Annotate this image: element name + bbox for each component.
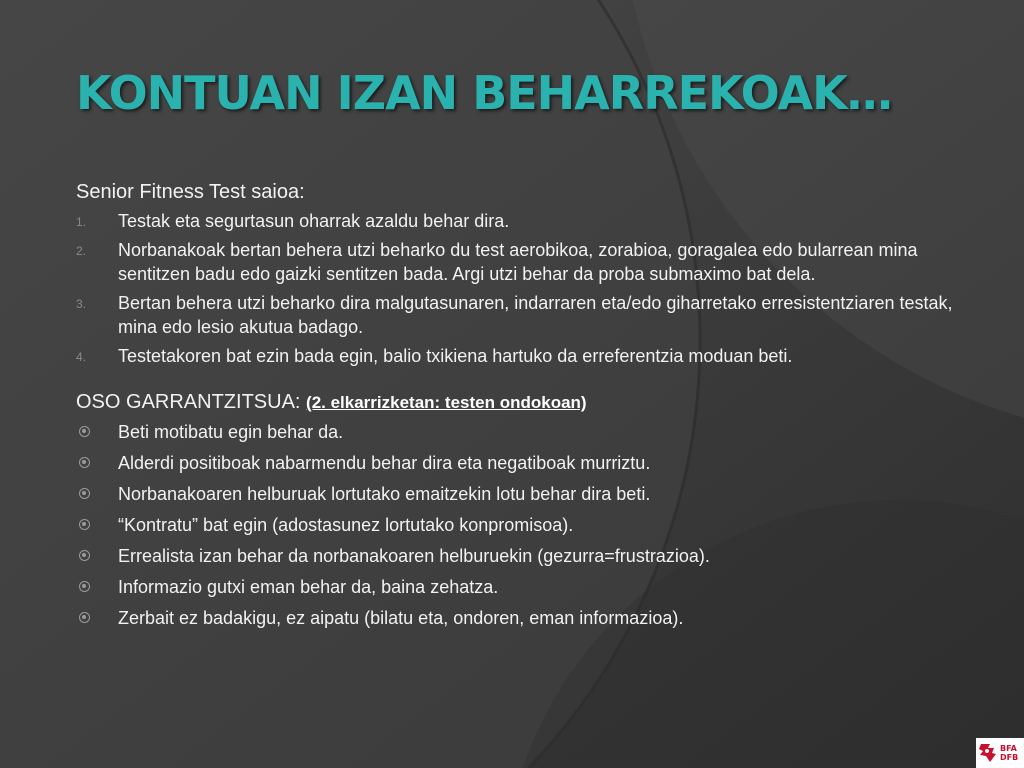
item-text: “Kontratu” bat egin (adostasunez lortutako konpromisoa). <box>118 515 574 535</box>
item-text: Testak eta segurtasun oharrak azaldu behar dira. <box>118 211 510 231</box>
bullet-icon <box>79 581 90 592</box>
logo-line1: BFA <box>1000 744 1017 753</box>
slide-title: KONTUAN IZAN BEHARREKOAK… <box>76 66 892 120</box>
list-item <box>76 420 956 444</box>
list-item <box>76 209 956 233</box>
list-item <box>76 606 956 630</box>
section1-heading: Senior Fitness Test saioa: <box>76 181 305 203</box>
list-item <box>76 344 956 368</box>
list-item <box>76 482 956 506</box>
logo-text <box>1000 744 1024 762</box>
list-item <box>76 544 956 568</box>
item-text: Norbanakoak bertan behera utzi beharko du test aerobikoa, zorabioa, goragalea edo bularrean mina sentitzen badu edo gaizki sentitzen bada. Argi utzi behar da proba submaximo bat dela. <box>118 240 918 284</box>
item-number: 1. <box>76 215 87 229</box>
section2-heading <box>76 388 956 417</box>
list-item <box>76 238 956 286</box>
item-text: Testetakoren bat ezin bada egin, balio txikiena hartuko da erreferentzia moduan beti. <box>118 346 793 366</box>
bullet-list <box>76 420 956 630</box>
bullet-icon <box>79 426 90 437</box>
numbered-list <box>76 209 956 368</box>
item-number: 4. <box>76 350 87 364</box>
item-number: 3. <box>76 297 87 311</box>
section2-title: OSO GARRANTZITSUA: <box>76 391 301 413</box>
item-text: Errealista izan behar da norbanakoaren helburuekin (gezurra=frustrazioa). <box>118 546 710 566</box>
item-text: Informazio gutxi eman behar da, baina zehatza. <box>118 577 499 597</box>
section2-subheading: (2. elkarrizketan: testen ondokoan) <box>306 393 587 412</box>
item-text: Bertan behera utzi beharko dira malgutasunaren, indarraren eta/edo giharretako erresistentziaren testak, mina edo lesio akutua badago. <box>118 293 953 337</box>
bullet-icon <box>79 550 90 561</box>
bullet-icon <box>79 519 90 530</box>
item-text: Norbanakoaren helburuak lortutako emaitzekin lotu behar dira beti. <box>118 484 651 504</box>
list-item <box>76 575 956 599</box>
list-item <box>76 291 956 339</box>
item-text: Beti motibatu egin behar da. <box>118 422 344 442</box>
bfa-dfb-logo <box>976 738 1024 768</box>
logo-line2: DFB <box>1000 753 1019 762</box>
item-text: Zerbait ez badakigu, ez aipatu (bilatu eta, ondoren, eman informazioa). <box>118 608 684 628</box>
item-text: Alderdi positiboak nabarmendu behar dira eta negatiboak murriztu. <box>118 453 651 473</box>
item-number: 2. <box>76 244 87 258</box>
bullet-icon <box>79 457 90 468</box>
list-item <box>76 513 956 537</box>
slide-body <box>76 178 956 637</box>
list-item <box>76 451 956 475</box>
coat-of-arms-icon <box>978 742 998 764</box>
bullet-icon <box>79 612 90 623</box>
bullet-icon <box>79 488 90 499</box>
